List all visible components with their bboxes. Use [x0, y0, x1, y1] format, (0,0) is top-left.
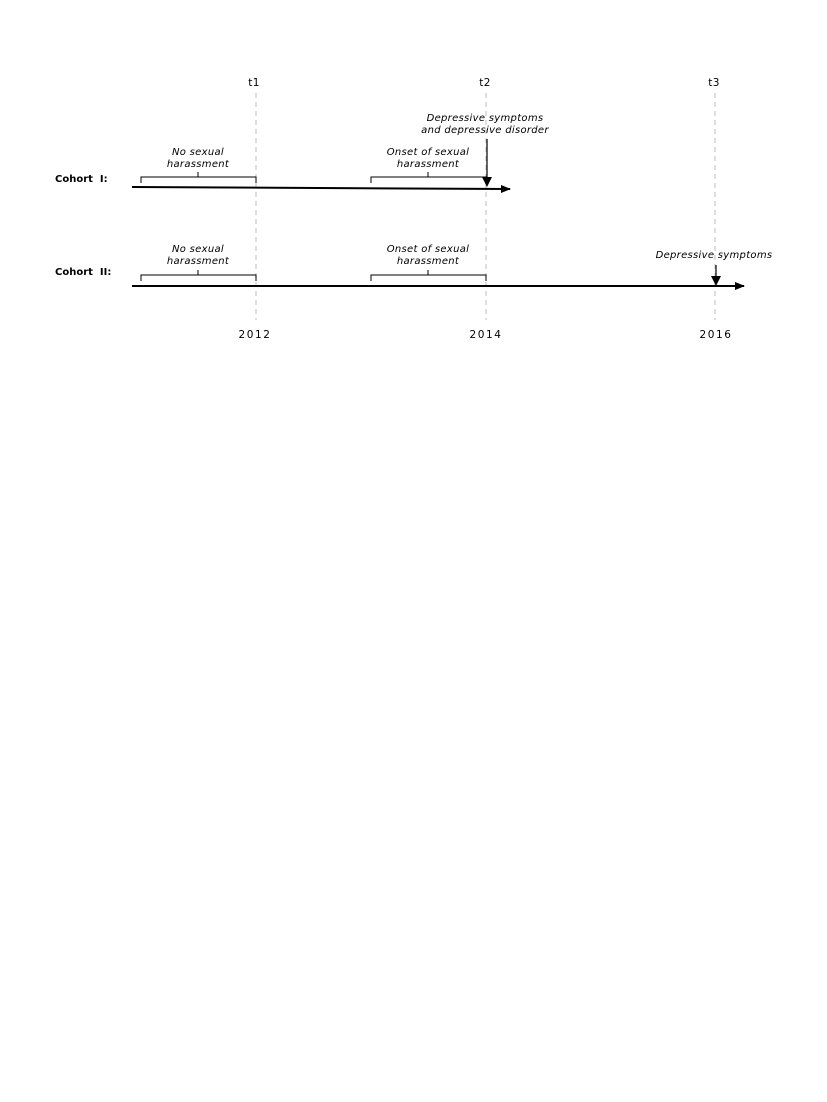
cohort-1-note-no-harassment-line1: No sexual: [171, 147, 225, 158]
cohort-2-brace-no-harassment: [141, 270, 256, 281]
cohort-2-note-no-harassment-line2: harassment: [166, 256, 230, 267]
year-2014-label: 2014: [469, 329, 503, 341]
t1-label: t1: [248, 77, 260, 89]
cohort-1-brace-no-harassment: [141, 172, 256, 183]
year-2016-label: 2016: [699, 329, 733, 341]
cohort-1-brace-onset-harassment: [371, 172, 486, 183]
cohort-2-outcome-line1: Depressive symptoms: [655, 250, 773, 261]
cohort-1-outcome-line2: and depressive disorder: [421, 125, 549, 136]
cohort-1-note-no-harassment-line2: harassment: [166, 159, 230, 170]
cohort-1-timeline-arrow: [132, 187, 510, 189]
cohort-1-note-onset-line1: Onset of sexual: [386, 147, 470, 158]
cohort-1-outcome-arrowhead: [482, 177, 492, 187]
cohort-1-outcome-line1: Depressive symptoms: [426, 113, 544, 124]
cohort-2-note-onset-line1: Onset of sexual: [386, 244, 470, 255]
year-2012-label: 2012: [238, 329, 272, 341]
cohort-1-note-onset-line2: harassment: [396, 159, 460, 170]
cohort-2-label: Cohort II:: [55, 267, 112, 278]
cohort-1-label: Cohort I:: [55, 174, 108, 185]
cohort-2-note-onset-line2: harassment: [396, 256, 460, 267]
t2-label: t2: [479, 77, 491, 89]
cohort-2-outcome-arrowhead: [711, 276, 721, 286]
cohort-2-note-no-harassment-line1: No sexual: [171, 244, 225, 255]
cohort-2-brace-onset-harassment: [371, 270, 486, 281]
t3-label: t3: [708, 77, 720, 89]
